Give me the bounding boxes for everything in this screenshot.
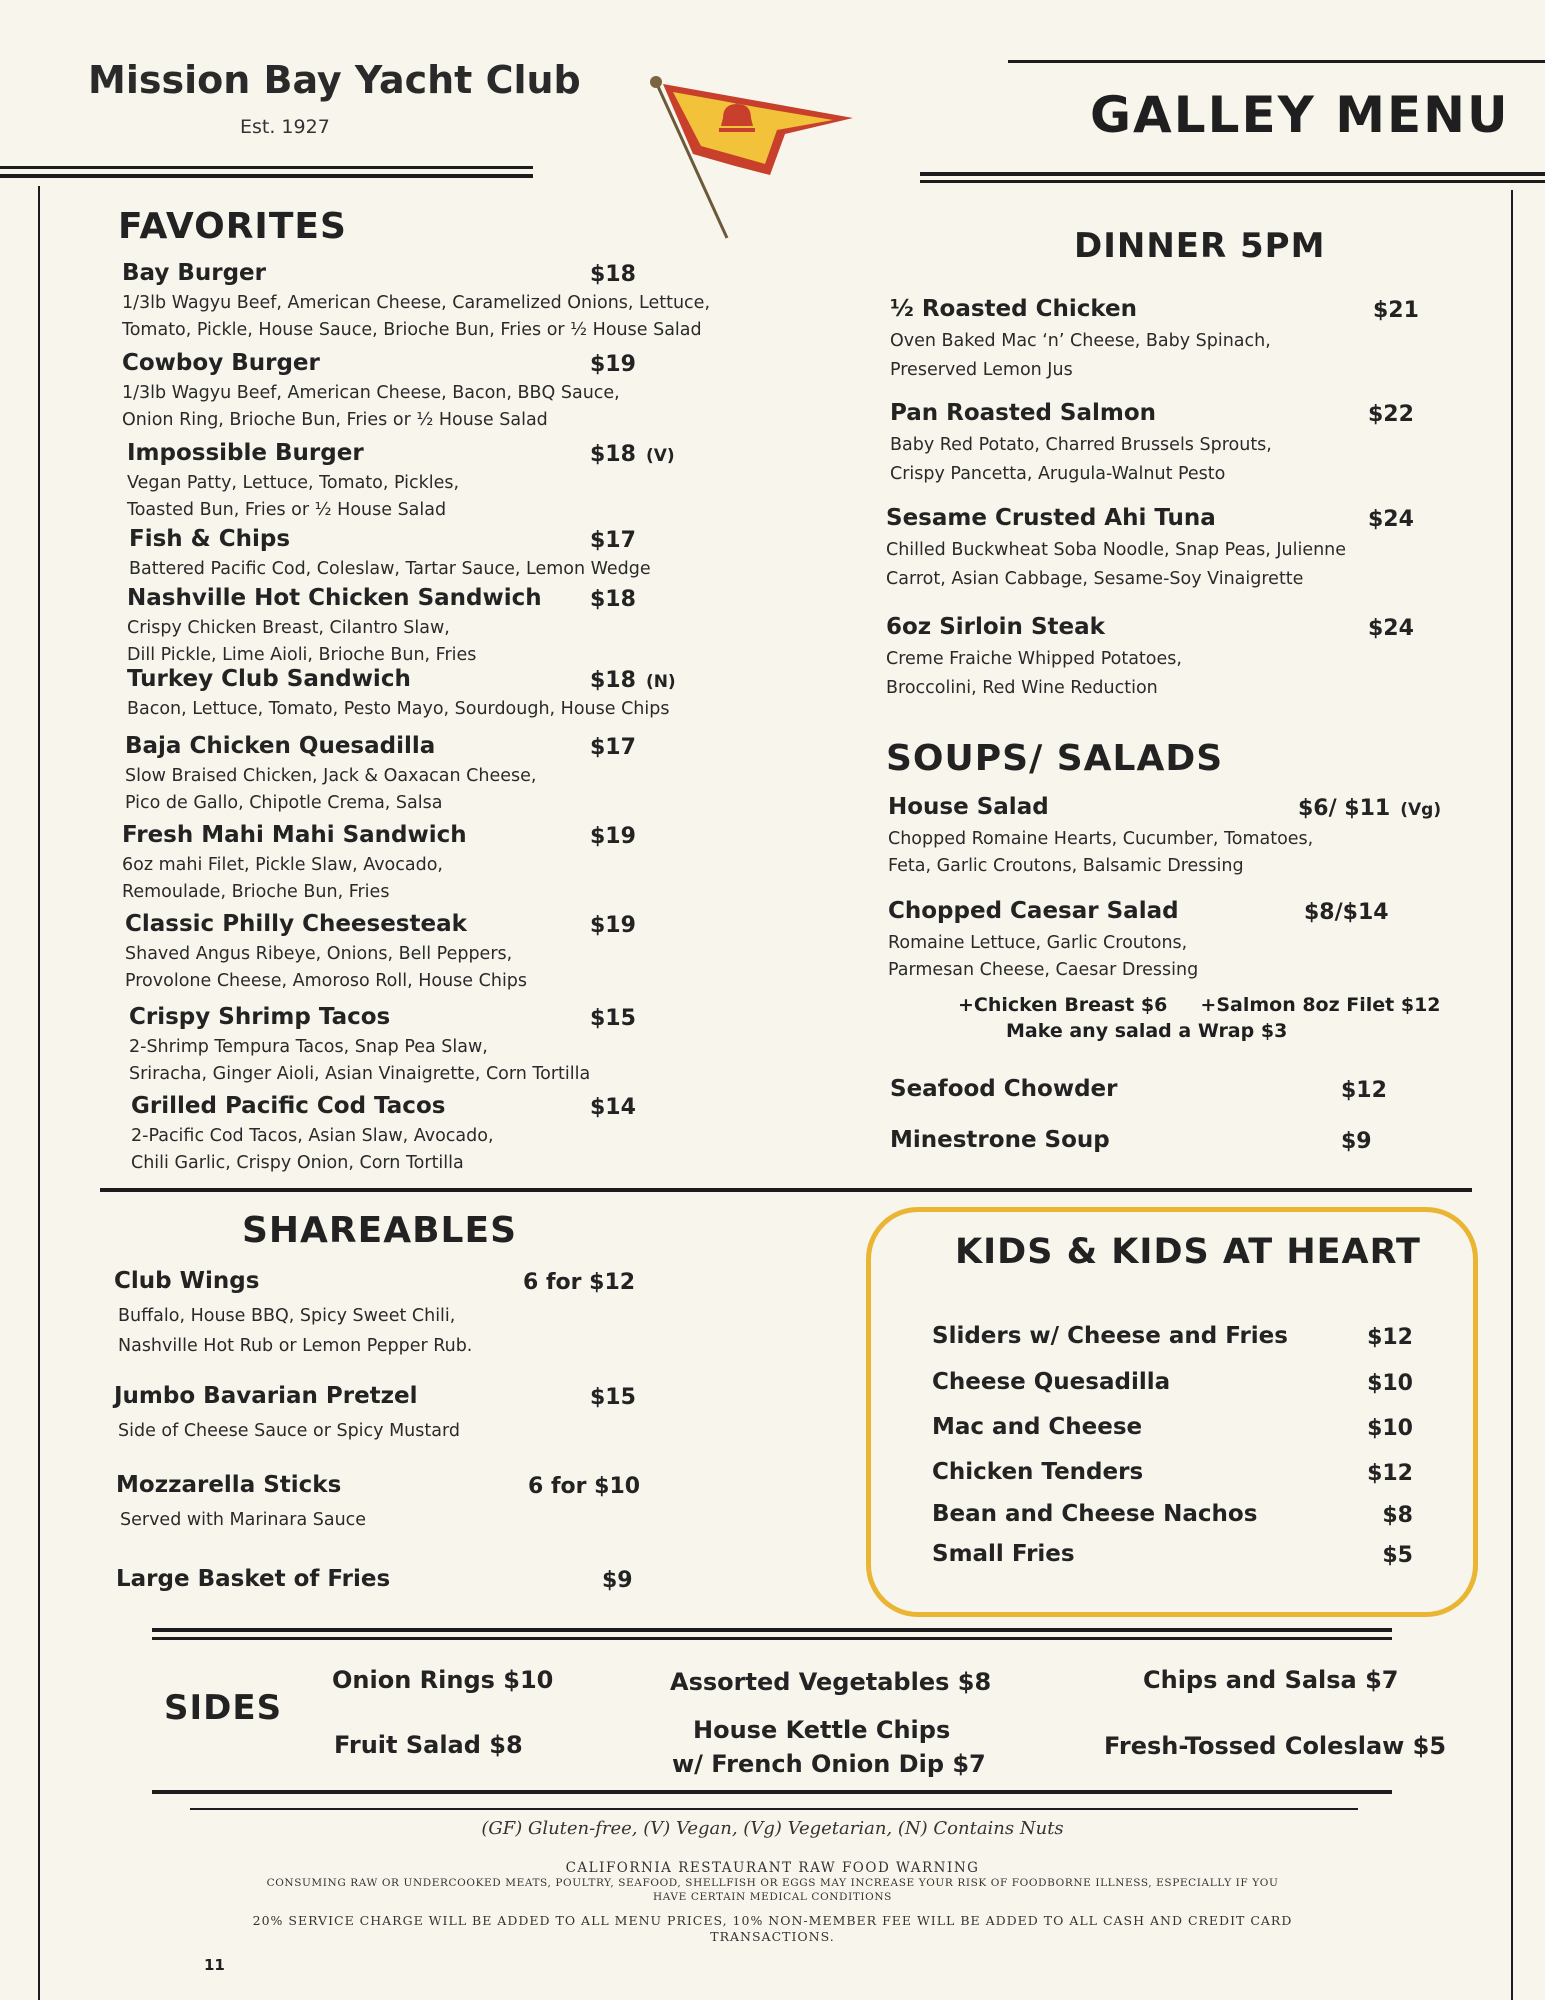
raw-food-warning-text: CONSUMING RAW OR UNDERCOOKED MEATS, POULTRY, SEAFOOD, SHELLFISH OR EGGS MAY INCREASE YOUR RISK OF FOODBORNE ILLNESS, ESPECIALLY IF YOU (266, 1877, 1279, 1889)
dinner-item-price (1368, 616, 1414, 641)
soup-item-price (1341, 1129, 1372, 1154)
salad-item-description: Chopped Romaine Hearts, Cucumber, Tomatoes, (888, 829, 1314, 849)
favorites-item-price (590, 824, 636, 849)
sides-rule-top-1 (152, 1628, 1392, 1632)
kids-item-price: $12 (1367, 1325, 1413, 1350)
salad-addons: +Chicken Breast $6 +Salmon 8oz Filet $12 (958, 994, 1441, 1016)
dinner-item-description: Chilled Buckwheat Soba Noodle, Snap Peas, Julienne (886, 540, 1347, 560)
favorites-item-description: Chili Garlic, Crispy Onion, Corn Tortilla (131, 1153, 464, 1173)
favorites-item-description: 1/3lb Wagyu Beef, American Cheese, Caramelized Onions, Lettuce, (122, 293, 711, 313)
kids-item-name: Chicken Tenders (932, 1459, 1144, 1485)
favorites-item-price (590, 735, 636, 760)
salad-item-price (1304, 900, 1389, 925)
frame-left-line (38, 186, 40, 2000)
shareable-item-name: Club Wings (114, 1268, 260, 1294)
header-rule-right-1 (920, 172, 1545, 176)
side-fruit-salad: Fruit Salad $8 (334, 1731, 523, 1759)
kids-item-name: Sliders w/ Cheese and Fries (932, 1323, 1288, 1349)
side-kettle-chips: House Kettle Chips (693, 1716, 951, 1744)
favorites-item-diet-tag: (V) (645, 446, 675, 466)
favorites-item-description: 2-Shrimp Tempura Tacos, Snap Pea Slaw, (129, 1037, 488, 1057)
header-rule-right-top (1008, 60, 1545, 63)
shareable-item-description: Served with Marinara Sauce (120, 1510, 367, 1530)
favorites-item-price-value: $17 (590, 735, 636, 760)
dinner-item-price-value: $21 (1373, 298, 1419, 323)
sides-rule-top-2 (152, 1637, 1392, 1640)
dinner-item-price-value: $24 (1368, 616, 1414, 641)
shareable-item-name: Large Basket of Fries (116, 1566, 391, 1592)
shareable-item-price-value: $15 (590, 1385, 636, 1410)
soup-item-price (1341, 1078, 1387, 1103)
favorites-item-description: Slow Braised Chicken, Jack & Oaxacan Cheese, (125, 766, 537, 786)
raw-food-warning-text-2: HAVE CERTAIN MEDICAL CONDITIONS (653, 1891, 892, 1903)
side-kettle-chips-dip: w/ French Onion Dip $7 (672, 1750, 986, 1778)
favorites-item-description: Provolone Cheese, Amoroso Roll, House Chips (125, 971, 528, 991)
club-name: Mission Bay Yacht Club (88, 58, 581, 102)
favorites-item-name: Baja Chicken Quesadilla (125, 733, 436, 759)
dinner-item-description: Creme Fraiche Whipped Potatoes, (886, 649, 1182, 669)
salad-item-diet-tag: (Vg) (1400, 800, 1442, 820)
salad-item-description: Parmesan Cheese, Caesar Dressing (888, 960, 1199, 980)
dinner-item-description: Crispy Pancetta, Arugula-Walnut Pesto (890, 464, 1226, 484)
shareable-item-name: Mozzarella Sticks (116, 1472, 342, 1498)
favorites-item-description: 6oz mahi Filet, Pickle Slaw, Avocado, (122, 855, 443, 875)
shareable-item-description: Nashville Hot Rub or Lemon Pepper Rub. (118, 1336, 473, 1356)
favorites-item-name: Fresh Mahi Mahi Sandwich (122, 822, 467, 848)
favorites-item-description: 1/3lb Wagyu Beef, American Cheese, Bacon, BBQ Sauce, (122, 383, 620, 403)
favorites-item-price-value: $19 (590, 913, 636, 938)
favorites-item-description: Dill Pickle, Lime Aioli, Brioche Bun, Fries (127, 645, 477, 665)
dinner-item-name: Sesame Crusted Ahi Tuna (886, 505, 1216, 531)
favorites-item-price-value: $19 (590, 352, 636, 377)
favorites-item-price (590, 352, 636, 377)
favorites-item-name: Bay Burger (122, 260, 266, 286)
salad-item-description: Romaine Lettuce, Garlic Croutons, (888, 933, 1188, 953)
favorites-item-price-value: $19 (590, 824, 636, 849)
dinner-item-description: Oven Baked Mac ‘n’ Cheese, Baby Spinach, (890, 331, 1271, 351)
soup-item-name: Seafood Chowder (890, 1076, 1118, 1102)
kids-item-name: Bean and Cheese Nachos (932, 1501, 1258, 1527)
shareable-item-price (528, 1474, 640, 1499)
side-assorted-vegetables: Assorted Vegetables $8 (670, 1668, 992, 1696)
sides-rule-bottom (152, 1790, 1392, 1794)
side-chips-salsa: Chips and Salsa $7 (1143, 1666, 1399, 1694)
favorites-item-name: Cowboy Burger (122, 350, 320, 376)
shareable-item-description: Side of Cheese Sauce or Spicy Mustard (118, 1421, 460, 1441)
side-onion-rings: Onion Rings $10 (332, 1666, 554, 1694)
dinner-item-name: ½ Roasted Chicken (890, 296, 1138, 322)
favorites-item-price (590, 262, 636, 287)
service-charge-notice: 20% SERVICE CHARGE WILL BE ADDED TO ALL MENU PRICES, 10% NON-MEMBER FEE WILL BE ADDED TO ALL CASH AND CREDIT CARD (252, 1913, 1293, 1928)
kids-item-name: Cheese Quesadilla (932, 1369, 1171, 1395)
favorites-item-price-value: $18 (590, 262, 636, 287)
favorites-item-name: Impossible Burger (127, 440, 364, 466)
kids-item-price: $10 (1367, 1371, 1413, 1396)
favorites-item-description: Tomato, Pickle, House Sauce, Brioche Bun, Fries or ½ House Salad (122, 320, 702, 340)
kids-item-price: $10 (1367, 1416, 1413, 1441)
favorites-item-price-value: $18 (590, 587, 636, 612)
favorites-item-name: Nashville Hot Chicken Sandwich (127, 585, 542, 611)
salad-item-description: Feta, Garlic Croutons, Balsamic Dressing (888, 856, 1244, 876)
dietary-legend: (GF) Gluten-free, (V) Vegan, (Vg) Vegetarian, (N) Contains Nuts (481, 1818, 1064, 1839)
salad-item-price-value: $8/$14 (1304, 900, 1389, 925)
favorites-item-description: Onion Ring, Brioche Bun, Fries or ½ House Salad (122, 410, 548, 430)
favorites-item-name: Classic Philly Cheesesteak (125, 911, 467, 937)
pennant-flag-icon (645, 70, 855, 245)
menu-title: GALLEY MENU (1090, 86, 1510, 144)
raw-food-warning-title: CALIFORNIA RESTAURANT RAW FOOD WARNING (565, 1860, 980, 1876)
favorites-item-description: Pico de Gallo, Chipotle Crema, Salsa (125, 793, 443, 813)
favorites-item-price (590, 528, 636, 553)
dinner-item-name: 6oz Sirloin Steak (886, 614, 1105, 640)
header-rule-left-2 (0, 174, 533, 178)
service-charge-notice-2: TRANSACTIONS. (710, 1929, 835, 1944)
salad-wrap-option: Make any salad a Wrap $3 (1006, 1020, 1288, 1042)
kids-item-price: $12 (1367, 1461, 1413, 1486)
salad-item-name: House Salad (888, 794, 1049, 820)
favorites-item-description: Shaved Angus Ribeye, Onions, Bell Peppers, (125, 944, 513, 964)
favorites-item-description: Toasted Bun, Fries or ½ House Salad (127, 500, 447, 520)
shareables-title: SHAREABLES (242, 1210, 517, 1251)
dinner-title: DINNER 5PM (1074, 226, 1326, 266)
soup-item-price-value: $9 (1341, 1129, 1372, 1154)
favorites-item-name: Grilled Pacific Cod Tacos (131, 1093, 446, 1119)
shareable-item-price-value: 6 for $12 (523, 1270, 636, 1295)
favorites-item-description: Remoulade, Brioche Bun, Fries (122, 882, 390, 902)
favorites-item-price-value: $15 (590, 1006, 636, 1031)
favorites-item-price (590, 1006, 636, 1031)
favorites-item-description: Sriracha, Ginger Aioli, Asian Vinaigrette, Corn Tortilla (129, 1064, 591, 1084)
dinner-item-name: Pan Roasted Salmon (890, 400, 1157, 426)
favorites-item-description: Battered Pacific Cod, Coleslaw, Tartar Sauce, Lemon Wedge (129, 559, 651, 579)
shareable-item-price (590, 1385, 636, 1410)
favorites-item-description: Vegan Patty, Lettuce, Tomato, Pickles, (127, 473, 460, 493)
favorites-item-price (590, 1095, 636, 1120)
dinner-item-description: Preserved Lemon Jus (890, 360, 1073, 380)
favorites-item-price-value: $14 (590, 1095, 636, 1120)
kids-title: KIDS & KIDS AT HEART (955, 1232, 1421, 1272)
footer-rule (190, 1808, 1358, 1810)
favorites-item-price-value: $17 (590, 528, 636, 553)
favorites-item-price (590, 668, 676, 693)
salad-item-price-value: $6/ $11 (1298, 796, 1391, 821)
shareable-item-description: Buffalo, House BBQ, Spicy Sweet Chili, (118, 1306, 456, 1326)
dinner-item-price-value: $22 (1368, 402, 1414, 427)
favorites-item-price (590, 913, 636, 938)
favorites-item-price (590, 442, 675, 467)
favorites-item-price-value: $18 (590, 668, 636, 693)
header-rule-left-1 (0, 166, 533, 169)
favorites-item-name: Crispy Shrimp Tacos (129, 1004, 391, 1030)
dinner-item-price-value: $24 (1368, 507, 1414, 532)
established-year: Est. 1927 (240, 116, 330, 138)
favorites-title: FAVORITES (118, 206, 347, 247)
kids-item-price: $5 (1382, 1543, 1413, 1568)
soup-item-name: Minestrone Soup (890, 1127, 1110, 1153)
salad-item-price (1298, 796, 1441, 821)
kids-item-price: $8 (1382, 1503, 1413, 1528)
dinner-item-price (1368, 402, 1414, 427)
frame-right-line (1511, 190, 1513, 2000)
favorites-item-description: Crispy Chicken Breast, Cilantro Slaw, (127, 618, 450, 638)
shareable-item-price-value: 6 for $10 (528, 1474, 641, 1499)
kids-item-name: Small Fries (932, 1541, 1075, 1567)
kids-item-name: Mac and Cheese (932, 1414, 1143, 1440)
middle-divider (100, 1188, 1472, 1192)
shareable-item-price-value: $9 (602, 1568, 633, 1593)
header-rule-right-2 (920, 180, 1545, 183)
dinner-item-description: Baby Red Potato, Charred Brussels Sprouts, (890, 435, 1272, 455)
favorites-item-name: Fish & Chips (129, 526, 291, 552)
favorites-item-name: Turkey Club Sandwich (127, 666, 411, 692)
favorites-item-price-value: $18 (590, 442, 636, 467)
dinner-item-description: Carrot, Asian Cabbage, Sesame-Soy Vinaigrette (886, 569, 1304, 589)
salad-item-name: Chopped Caesar Salad (888, 898, 1179, 924)
sides-title: SIDES (164, 1688, 283, 1728)
dinner-item-description: Broccolini, Red Wine Reduction (886, 678, 1158, 698)
favorites-item-diet-tag: (N) (645, 672, 676, 692)
favorites-item-price (590, 587, 636, 612)
soups-salads-title: SOUPS/ SALADS (886, 738, 1224, 779)
dinner-item-price (1368, 507, 1414, 532)
dinner-item-price (1373, 298, 1419, 323)
favorites-item-description: 2-Pacific Cod Tacos, Asian Slaw, Avocado, (131, 1126, 494, 1146)
side-coleslaw: Fresh-Tossed Coleslaw $5 (1104, 1732, 1447, 1760)
shareable-item-price (523, 1270, 635, 1295)
page-number: 11 (204, 1956, 225, 1974)
soup-item-price-value: $12 (1341, 1078, 1387, 1103)
shareable-item-name: Jumbo Bavarian Pretzel (114, 1383, 418, 1409)
shareable-item-price (602, 1568, 633, 1593)
favorites-item-description: Bacon, Lettuce, Tomato, Pesto Mayo, Sourdough, House Chips (127, 699, 670, 719)
